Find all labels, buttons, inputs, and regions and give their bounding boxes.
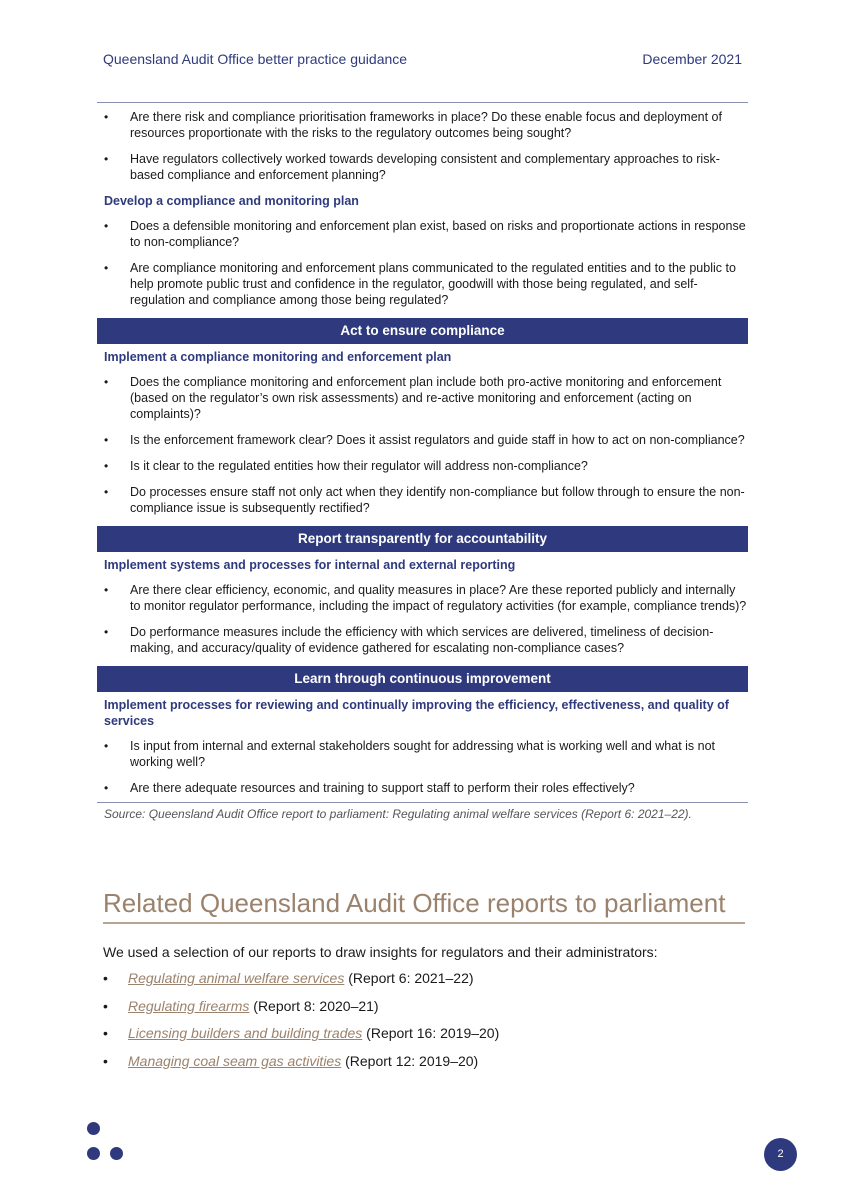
subheading-learn: Implement processes for reviewing and continually improving the efficiency, effectiveness, and quality of services — [104, 698, 729, 728]
report-link[interactable]: Licensing builders and building trades — [128, 1025, 363, 1041]
guidance-table — [97, 102, 748, 821]
top-bullet-list — [97, 109, 748, 183]
header-title: Queensland Audit Office better practice guidance — [103, 51, 408, 67]
section-band-act: Act to ensure compliance — [97, 318, 748, 344]
list-item: • Do performance measures include the efficiency with which services are delivered, timeliness of decision-making, and accuracy/quality of evidence gathered for escalating non-compliance cases? — [97, 624, 748, 656]
subheading-develop: Develop a compliance and monitoring plan — [104, 194, 359, 208]
list-item: • Have regulators collectively worked towards developing consistent and complementary approaches to risk-based compliance and enforcement planning? — [97, 151, 748, 183]
subheading-report: Implement systems and processes for internal and external reporting — [104, 558, 516, 572]
list-item: • Does the compliance monitoring and enforcement plan include both pro-active monitoring and enforcement (based on the regulator’s own risk assessments) and re-active monitoring and enforcement (acting on complaints)? — [97, 374, 748, 422]
related-reports-section — [103, 886, 745, 1080]
report-ref: (Report 6: 2021–22) — [344, 970, 474, 986]
report-list — [103, 970, 745, 1070]
page-number-badge: 2 — [764, 1138, 797, 1171]
list-item: • Are compliance monitoring and enforcement plans communicated to the regulated entities and to the public to help promote public trust and confidence in the regulator, goodwill with those being regulated, and self-regulation and compliance among those being regulated? — [97, 260, 748, 308]
report-link[interactable]: Regulating animal welfare services — [128, 970, 345, 986]
section-heading: Related Queensland Audit Office reports to parliament — [103, 886, 745, 924]
list-item: • Does a defensible monitoring and enforcement plan exist, based on risks and proportionate actions in response to non-compliance? — [97, 218, 748, 250]
list-item: • Do processes ensure staff not only act when they identify non-compliance but follow through to ensure the non-compliance issue is subsequently rectified? — [97, 484, 748, 516]
develop-bullet-list — [97, 218, 748, 308]
logo-dots-icon — [87, 1122, 127, 1162]
header-date: December 2021 — [642, 51, 742, 67]
subheading-act: Implement a compliance monitoring and enforcement plan — [104, 350, 452, 364]
report-link[interactable]: Managing coal seam gas activities — [128, 1052, 342, 1069]
dot-shape — [87, 1147, 100, 1160]
list-item: • Are there adequate resources and training to support staff to perform their roles effectively? — [97, 780, 748, 796]
dot-shape — [87, 1122, 100, 1135]
list-item: • Is input from internal and external stakeholders sought for addressing what is working well and what is not working well? — [97, 738, 748, 770]
intro-text: We used a selection of our reports to draw insights for regulators and their administrators: — [103, 944, 658, 960]
report-ref: (Report 12: 2019–20) — [341, 1052, 479, 1069]
section-band-learn: Learn through continuous improvement — [97, 666, 748, 692]
dot-shape — [110, 1147, 123, 1160]
section-band-report: Report transparently for accountability — [97, 526, 748, 552]
report-ref: (Report 8: 2020–21) — [249, 997, 379, 1014]
source-note: Source: Queensland Audit Office report to parliament: Regulating animal welfare services (Report 6: 2021–22). — [104, 807, 692, 821]
list-item: • Are there risk and compliance prioritisation frameworks in place? Do these enable focus and deployment of resources proportionate with the risks to the regulatory outcomes being sought? — [97, 109, 748, 141]
learn-bullet-list — [97, 738, 748, 796]
list-item: • Is the enforcement framework clear? Does it assist regulators and guide staff in how to act on non-compliance? — [97, 432, 748, 448]
report-link[interactable]: Regulating firearms — [128, 997, 250, 1014]
report-ref: (Report 16: 2019–20) — [362, 1025, 500, 1041]
act-bullet-list — [97, 374, 748, 516]
list-item: • Are there clear efficiency, economic, and quality measures in place? Are these reported publicly and internally to monitor regulator performance, including the impact of regulatory activities (for example, compliance trends)? — [97, 582, 748, 614]
report-bullet-list — [97, 582, 748, 656]
list-item: • Is it clear to the regulated entities how their regulator will address non-compliance? — [97, 458, 748, 474]
list-item — [103, 1053, 745, 1070]
list-item — [103, 998, 745, 1015]
list-item — [103, 1025, 745, 1042]
page-header — [103, 51, 742, 67]
list-item — [103, 970, 745, 987]
